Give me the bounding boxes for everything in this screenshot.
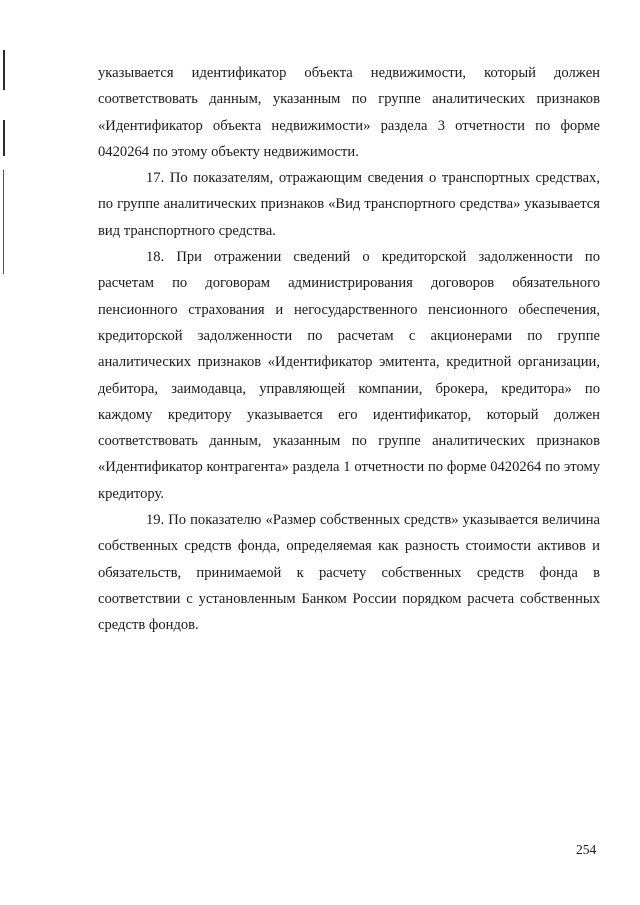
paragraph-19: 19. По показателю «Размер собственных средств» указывается величина собственных средств фонда, определяемая как разность стоимости активов и обязательств, принимаемой к расчету собственных средств фонда в соответствии с установленным Банком России порядком расчета собственных средств фондов. xyxy=(98,512,600,634)
scan-edge-mark xyxy=(3,170,4,274)
paragraph-continuation: указывается идентификатор объекта недвижимости, который должен соответствовать данным, указанным по группе аналитических признаков «Идентификатор объекта недвижимости» раздела 3 отчетности по форме 0420264 по этому объекту недвижимости. xyxy=(98,65,600,160)
scan-edge-mark xyxy=(3,50,5,90)
page-number: 254 xyxy=(576,842,597,857)
paragraph-17: 17. По показателям, отражающим сведения о транспортных средствах, по группе аналитических признаков «Вид транспортного средства» указывается вид транспортного средства. xyxy=(98,170,600,239)
scan-edge-mark xyxy=(3,120,5,156)
document-body xyxy=(98,60,600,639)
paragraph-18: 18. При отражении сведений о кредиторской задолженности по расчетам по договорам администрирования договоров обязательного пенсионного страхования и негосударственного пенсионного обеспечения, кредиторской задолженности по расчетам с акционерами по группе аналитических признаков «Идентификатор эмитента, кредитной организации, дебитора, заимодавца, управляющей компании, брокера, кредитора» по каждому кредитору указывается его идентификатор, который должен соответствовать данным, указанным по группе аналитических признаков «Идентификатор контрагента» раздела 1 отчетности по форме 0420264 по этому кредитору. xyxy=(98,249,600,502)
